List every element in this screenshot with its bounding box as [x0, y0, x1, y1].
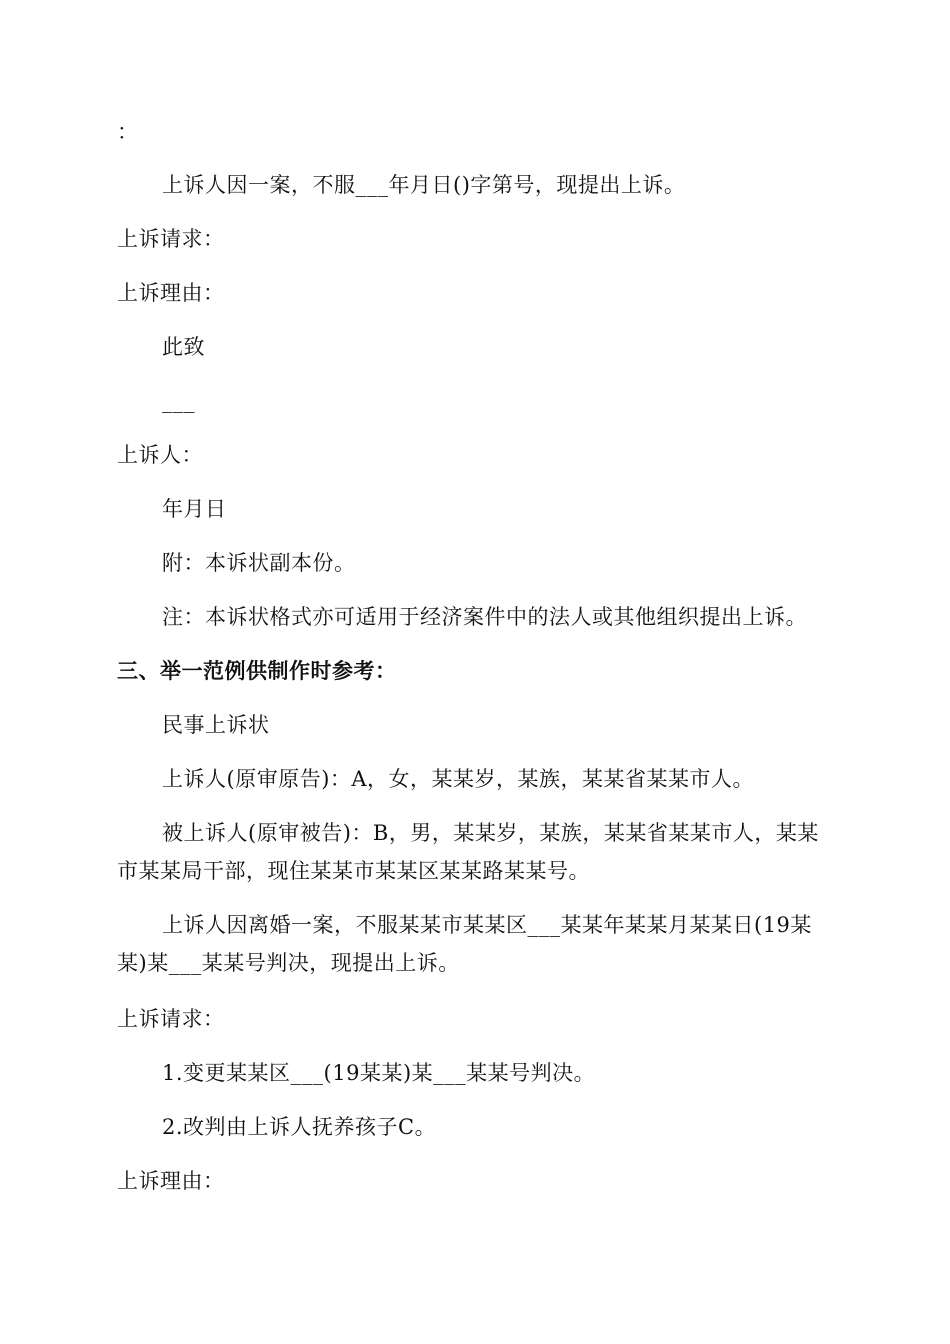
colon-line: ：: [117, 120, 139, 144]
sample-reason-heading: 上诉理由：: [117, 1169, 225, 1193]
date-line: 年月日: [162, 497, 227, 521]
appellant-signature: 上诉人：: [117, 443, 203, 467]
sample-request-heading: 上诉请求：: [117, 1007, 225, 1031]
blank-line: ___: [162, 389, 195, 413]
reason-heading: 上诉理由：: [117, 281, 225, 305]
note-line: 注：本诉状格式亦可适用于经济案件中的法人或其他组织提出上诉。: [162, 605, 807, 629]
attachment-line: 附：本诉状副本份。: [162, 551, 356, 575]
intro-paragraph: 上诉人因一案，不服___年月日()字第号，现提出上诉。: [162, 173, 686, 197]
sample-request-2: 2.改判由上诉人抚养孩子C。: [162, 1115, 437, 1139]
sample-intro: 上诉人因离婚一案，不服某某市某某区___某某年某某月某某日(19某某)某___某某号判决，现提出上诉。: [117, 913, 812, 975]
closing-to: 此致: [162, 335, 205, 359]
sample-request-1: 1.变更某某区___(19某某)某___某某号判决。: [162, 1061, 596, 1085]
sample-appellant: 上诉人(原审原告)：A，女，某某岁，某族，某某省某某市人。: [162, 767, 755, 791]
sample-appellee: 被上诉人(原审被告)：B，男，某某岁，某族，某某省某某市人，某某市某某局干部，现住某某市某某区某某路某某号。: [117, 821, 819, 883]
request-heading: 上诉请求：: [117, 227, 225, 251]
section-heading: 三、举一范例供制作时参考：: [117, 658, 397, 683]
sample-title: 民事上诉状: [162, 713, 270, 737]
